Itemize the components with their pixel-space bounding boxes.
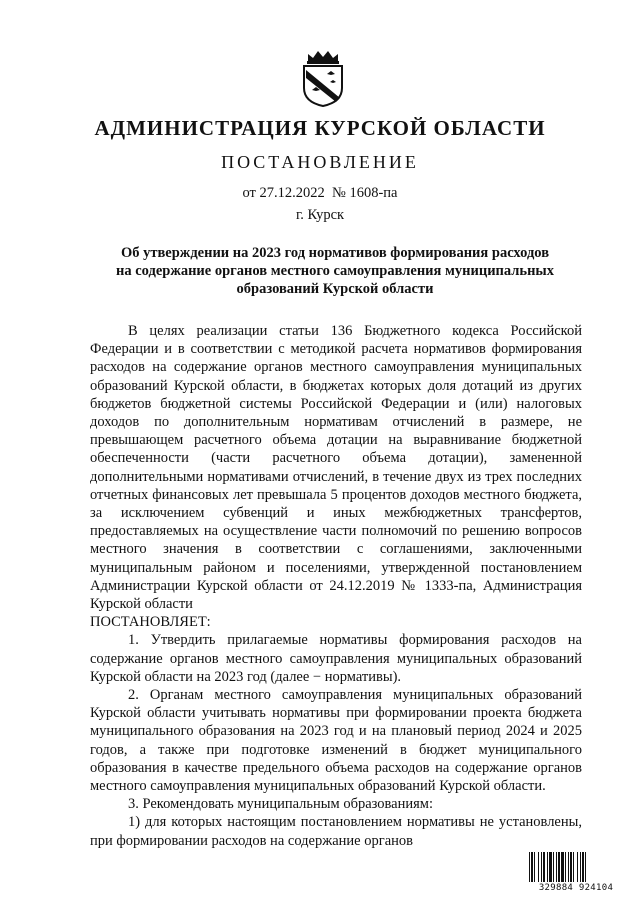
paragraph-item-2: 2. Органам местного самоуправления муниципальных образований Курской области учитывать нормативы при формировании проекта бюджета муниципального образования на 2023 год и на плановый период 2024 и 2025 годов, а также при подготовке изменений в бюджет муниципального образования в качестве предельного объема расходов на содержание органов местного самоуправления муниципальных образований Курской области. (90, 687, 582, 795)
barcode-digits: 329884 924104 (528, 882, 624, 894)
paragraph-resolves: ПОСТАНОВЛЯЕТ: (90, 614, 211, 631)
document-date-number: от 27.12.2022 № 1608-па (242, 185, 398, 201)
paragraph-item-3: 3. Рекомендовать муниципальным образованиям: (128, 796, 434, 813)
document-body (90, 322, 582, 850)
document-type: ПОСТАНОВЛЕНИЕ (221, 152, 419, 172)
coat-of-arms-icon (300, 48, 346, 108)
document-subject (100, 244, 570, 298)
paragraph-item-3-1: 1) для которых настоящим постановлением нормативы не установлены, при формировании расходов на содержание органов (90, 814, 582, 849)
subject-line-3: образований Курской области (236, 281, 434, 297)
barcode (528, 852, 624, 896)
barcode-icon (528, 852, 624, 884)
document-city: г. Курск (295, 207, 345, 223)
organization-title: АДМИНИСТРАЦИЯ КУРСКОЙ ОБЛАСТИ (94, 116, 546, 140)
subject-line-1: Об утверждении на 2023 год нормативов формирования расходов (120, 245, 550, 261)
paragraph-preamble: В целях реализации статьи 136 Бюджетного кодекса Российской Федерации и в соответствии с методикой расчета нормативов формирования расходов на содержание органов местного самоуправления муниципальных образований Курской области, в бюджетах которых доля дотаций из других бюджетов бюджетной системы Российской Федерации и (или) налоговых доходов по дополнительным нормативам отчислений в размере, не превышающем расчетного объема дотации на выравнивание бюджетной обеспеченности (части расчетного объема дотации), замененной дополнительными нормативами отчислений, в течение двух из трех последних отчетных финансовых лет превышала 5 процентов доходов местного бюджета, за исключением субвенций и иных межбюджетных трансфертов, предоставляемых на осуществление части полномочий по решению вопросов местного значения в соответствии с соглашениями, заключенными муниципальным районом и поселениями, утвержденной постановлением Администрации Курской области от 24.12.2019 № 1333-па, Администрация Курской области (90, 323, 582, 613)
paragraph-item-1: 1. Утвердить прилагаемые нормативы формирования расходов на содержание органов местного самоуправления муниципальных образований Курской области на 2023 год (далее − нормативы). (90, 632, 582, 685)
subject-line-2: на содержание органов местного самоуправления муниципальных (115, 263, 555, 279)
